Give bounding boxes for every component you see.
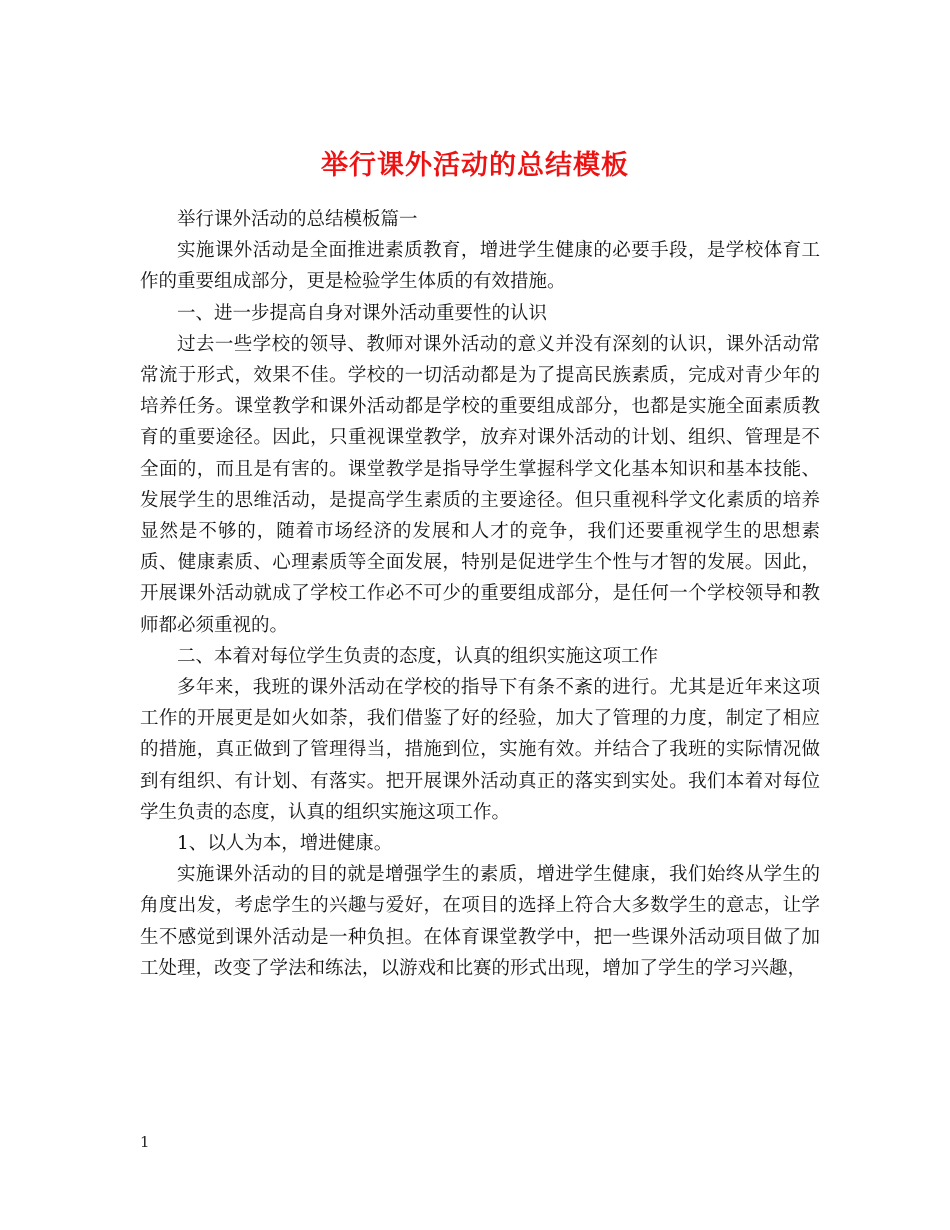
body-paragraph: 过去一些学校的领导、教师对课外活动的意义并没有深刻的认识，课外活动常常流于形式，效果不佳。学校的一切活动都是为了提高民族素质，完成对青少年的培养任务。课堂教学和课外活动都是学校的重要组成部分，也都是实施全面素质教育的重要途径。因此，只重视课堂教学，放弃对课外活动的计划、组织、管理是不全面的，而且是有害的。课堂教学是指导学生掌握科学文化基本知识和基本技能、发展学生的思维活动，是提高学生素质的主要途径。但只重视科学文化素质的培养显然是不够的，随着市场经济的发展和人才的竞争，我们还要重视学生的思想素质、健康素质、心理素质等全面发展，特别是促进学生个性与才智的发展。因此，开展课外活动就成了学校工作必不可少的重要组成部分，是任何一个学校领导和教师都必须重视的。 [140, 333, 820, 636]
document-body [140, 204, 820, 984]
body-paragraph: 实施课外活动的目的就是增强学生的素质，增进学生健康，我们始终从学生的角度出发，考虑学生的兴趣与爱好，在项目的选择上符合大多数学生的意志，让学生不感觉到课外活动是一种负担。在体育课堂教学中，把一些课外活动项目做了加工处理，改变了学法和练法，以游戏和比赛的形式出现，增加了学生的学习兴趣， [140, 864, 820, 979]
section-heading-one: 一、进一步提高自身对课外活动重要性的认识 [177, 302, 548, 324]
page-number: 1 [140, 1133, 150, 1151]
section-heading-intro: 举行课外活动的总结模板篇一 [177, 209, 418, 230]
body-paragraph: 实施课外活动是全面推进素质教育，增进学生健康的必要手段，是学校体育工作的重要组成部分，更是检验学生体质的有效措施。 [140, 240, 820, 293]
section-heading-two: 二、本着对每位学生负责的态度，认真的组织实施这项工作 [177, 645, 659, 667]
body-paragraph: 多年来，我班的课外活动在学校的指导下有条不紊的进行。尤其是近年来这项工作的开展更是如火如荼，我们借鉴了好的经验，加大了管理的力度，制定了相应的措施，真正做到了管理得当，措施到位，实施有效。并结合了我班的实际情况做到有组织、有计划、有落实。把开展课外活动真正的落实到实处。我们本着对每位学生负责的态度，认真的组织实施这项工作。 [140, 677, 820, 823]
subsection-heading-one: 1、以人为本，增进健康。 [177, 833, 393, 855]
document-title: 举行课外活动的总结模板 [321, 150, 629, 182]
